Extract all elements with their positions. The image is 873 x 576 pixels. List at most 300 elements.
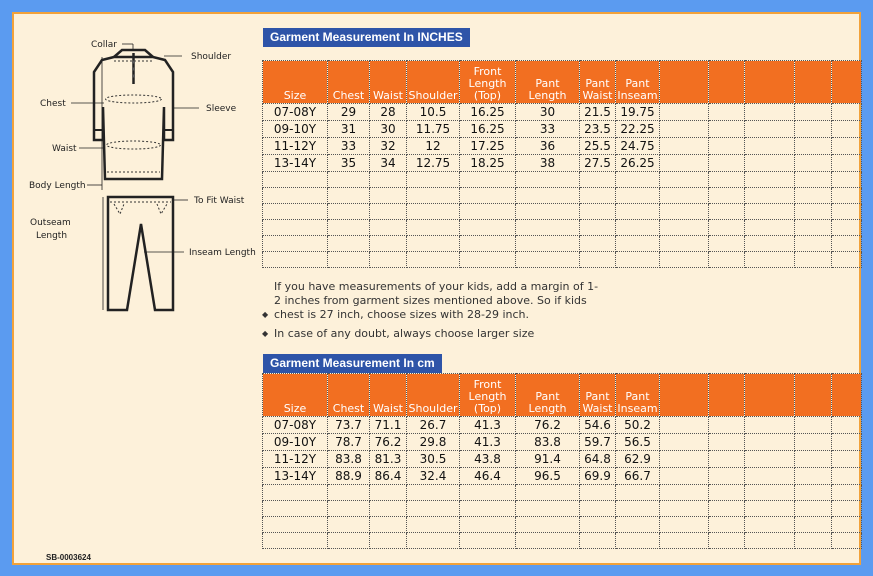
empty-cell: [263, 252, 328, 268]
empty-cell: [660, 451, 709, 468]
table-cell: 11.75: [407, 121, 460, 138]
table-cell: 29: [328, 104, 370, 121]
empty-cell: [328, 252, 370, 268]
table-cell: 19.75: [616, 104, 660, 121]
empty-cell: [795, 236, 832, 252]
empty-cell: [460, 172, 516, 188]
header-empty: [832, 61, 862, 104]
header-empty: [795, 374, 832, 417]
empty-cell: [580, 501, 616, 517]
empty-row: [263, 236, 862, 252]
empty-cell: [660, 172, 709, 188]
garment-diagram: [14, 14, 264, 567]
header-size: Size: [263, 61, 328, 104]
empty-cell: [580, 252, 616, 268]
empty-cell: [795, 204, 832, 220]
empty-cell: [328, 204, 370, 220]
table-cell: 07-08Y: [263, 417, 328, 434]
empty-cell: [795, 104, 832, 121]
table-cell: 88.9: [328, 468, 370, 485]
note-item: ◆ In case of any doubt, always choose larger size: [262, 327, 535, 340]
empty-cell: [516, 533, 580, 549]
empty-cell: [709, 236, 745, 252]
table-cell: 41.3: [460, 434, 516, 451]
header-empty: [709, 374, 745, 417]
empty-cell: [407, 204, 460, 220]
empty-cell: [580, 188, 616, 204]
empty-row: [263, 220, 862, 236]
empty-cell: [660, 417, 709, 434]
empty-cell: [795, 468, 832, 485]
header-size: Size: [263, 374, 328, 417]
empty-cell: [832, 121, 862, 138]
empty-cell: [660, 104, 709, 121]
table-cell: 25.5: [580, 138, 616, 155]
empty-cell: [795, 252, 832, 268]
empty-cell: [660, 252, 709, 268]
empty-cell: [795, 121, 832, 138]
table-cell: 41.3: [460, 417, 516, 434]
empty-cell: [832, 172, 862, 188]
inches-table: [262, 60, 862, 268]
table-cell: 30.5: [407, 451, 460, 468]
table-cell: 10.5: [407, 104, 460, 121]
table-cell: 07-08Y: [263, 104, 328, 121]
empty-cell: [745, 517, 795, 533]
size-chart-sheet: [12, 12, 861, 565]
header-front-length: Front Length (Top): [460, 374, 516, 417]
table-cell: 91.4: [516, 451, 580, 468]
empty-cell: [832, 533, 862, 549]
empty-cell: [832, 138, 862, 155]
empty-cell: [616, 501, 660, 517]
empty-cell: [745, 204, 795, 220]
empty-cell: [660, 236, 709, 252]
empty-cell: [580, 172, 616, 188]
table-row: [263, 121, 862, 138]
table-cell: 43.8: [460, 451, 516, 468]
empty-cell: [516, 517, 580, 533]
empty-cell: [616, 220, 660, 236]
empty-cell: [832, 501, 862, 517]
empty-cell: [263, 204, 328, 220]
empty-cell: [745, 485, 795, 501]
empty-cell: [709, 252, 745, 268]
empty-row: [263, 533, 862, 549]
empty-row: [263, 501, 862, 517]
shoulder-label: Shoulder: [191, 52, 232, 62]
empty-cell: [516, 236, 580, 252]
empty-cell: [745, 468, 795, 485]
empty-cell: [616, 172, 660, 188]
header-waist: Waist: [370, 61, 407, 104]
table-cell: 96.5: [516, 468, 580, 485]
empty-cell: [616, 188, 660, 204]
empty-cell: [460, 188, 516, 204]
empty-cell: [370, 517, 407, 533]
header-pant-length: Pant Length: [516, 374, 580, 417]
table-cell: 33: [328, 138, 370, 155]
header-pant-inseam: Pant Inseam: [616, 61, 660, 104]
empty-cell: [263, 236, 328, 252]
empty-cell: [660, 138, 709, 155]
empty-cell: [745, 236, 795, 252]
table-cell: 29.8: [407, 434, 460, 451]
table-cell: 16.25: [460, 121, 516, 138]
empty-cell: [832, 434, 862, 451]
table-cell: 76.2: [370, 434, 407, 451]
empty-cell: [516, 252, 580, 268]
empty-cell: [580, 204, 616, 220]
inches-header-row: [263, 61, 862, 104]
table-cell: 76.2: [516, 417, 580, 434]
empty-cell: [709, 417, 745, 434]
empty-cell: [616, 517, 660, 533]
cm-header-row: [263, 374, 862, 417]
table-cell: 66.7: [616, 468, 660, 485]
empty-cell: [660, 501, 709, 517]
header-pant-waist: Pant Waist: [580, 374, 616, 417]
table-cell: 64.8: [580, 451, 616, 468]
empty-cell: [795, 172, 832, 188]
table-cell: 32: [370, 138, 407, 155]
empty-cell: [795, 188, 832, 204]
empty-cell: [370, 501, 407, 517]
product-code: SB-0003624: [46, 553, 91, 562]
table-cell: 31: [328, 121, 370, 138]
table-cell: 54.6: [580, 417, 616, 434]
empty-cell: [832, 417, 862, 434]
table-cell: 16.25: [460, 104, 516, 121]
table-cell: 32.4: [407, 468, 460, 485]
empty-cell: [263, 172, 328, 188]
table-row: [263, 104, 862, 121]
empty-cell: [370, 188, 407, 204]
empty-cell: [709, 138, 745, 155]
empty-cell: [795, 451, 832, 468]
empty-cell: [709, 172, 745, 188]
empty-cell: [745, 501, 795, 517]
outseam-label-line2: Length: [36, 231, 68, 241]
empty-cell: [328, 236, 370, 252]
empty-cell: [370, 204, 407, 220]
empty-cell: [660, 155, 709, 172]
empty-cell: [407, 220, 460, 236]
empty-cell: [709, 188, 745, 204]
empty-cell: [795, 138, 832, 155]
empty-row: [263, 517, 862, 533]
empty-cell: [795, 417, 832, 434]
empty-cell: [660, 533, 709, 549]
empty-cell: [407, 188, 460, 204]
header-empty: [745, 374, 795, 417]
empty-cell: [745, 172, 795, 188]
empty-cell: [407, 485, 460, 501]
empty-cell: [460, 220, 516, 236]
table-cell: 71.1: [370, 417, 407, 434]
empty-cell: [328, 533, 370, 549]
table-cell: 09-10Y: [263, 121, 328, 138]
empty-cell: [407, 252, 460, 268]
empty-cell: [795, 485, 832, 501]
empty-cell: [516, 220, 580, 236]
table-cell: 23.5: [580, 121, 616, 138]
empty-cell: [263, 501, 328, 517]
table-cell: 28: [370, 104, 407, 121]
empty-cell: [745, 252, 795, 268]
table-cell: 69.9: [580, 468, 616, 485]
empty-row: [263, 172, 862, 188]
empty-cell: [328, 485, 370, 501]
table-cell: 27.5: [580, 155, 616, 172]
table-cell: 36: [516, 138, 580, 155]
empty-cell: [832, 451, 862, 468]
empty-cell: [370, 236, 407, 252]
table-row: [263, 417, 862, 434]
table-cell: 56.5: [616, 434, 660, 451]
table-cell: 46.4: [460, 468, 516, 485]
sleeve-label: Sleeve: [206, 104, 237, 114]
table-cell: 13-14Y: [263, 468, 328, 485]
empty-cell: [460, 501, 516, 517]
table-cell: 30: [516, 104, 580, 121]
empty-cell: [407, 172, 460, 188]
table-cell: 12.75: [407, 155, 460, 172]
table-cell: 86.4: [370, 468, 407, 485]
table-cell: 62.9: [616, 451, 660, 468]
empty-cell: [516, 485, 580, 501]
empty-cell: [795, 501, 832, 517]
empty-cell: [709, 485, 745, 501]
empty-cell: [263, 220, 328, 236]
empty-cell: [460, 204, 516, 220]
header-empty: [795, 61, 832, 104]
empty-cell: [745, 155, 795, 172]
header-pant-inseam: Pant Inseam: [616, 374, 660, 417]
inseam-length-label: Inseam Length: [189, 248, 256, 258]
table-cell: 18.25: [460, 155, 516, 172]
empty-cell: [832, 485, 862, 501]
empty-cell: [263, 517, 328, 533]
empty-cell: [709, 468, 745, 485]
empty-cell: [516, 501, 580, 517]
table-cell: 26.25: [616, 155, 660, 172]
empty-row: [263, 188, 862, 204]
table-row: [263, 155, 862, 172]
empty-cell: [263, 533, 328, 549]
header-empty: [660, 61, 709, 104]
header-shoulder: Shoulder: [407, 61, 460, 104]
cm-table-title: Garment Measurement In cm: [263, 354, 442, 373]
table-cell: 59.7: [580, 434, 616, 451]
empty-cell: [745, 434, 795, 451]
empty-cell: [832, 236, 862, 252]
empty-cell: [832, 517, 862, 533]
header-empty: [832, 374, 862, 417]
table-row: [263, 468, 862, 485]
header-chest: Chest: [328, 374, 370, 417]
empty-row: [263, 252, 862, 268]
waist-label: Waist: [52, 144, 77, 154]
empty-cell: [795, 220, 832, 236]
empty-cell: [516, 172, 580, 188]
empty-cell: [709, 121, 745, 138]
empty-cell: [745, 220, 795, 236]
empty-cell: [660, 485, 709, 501]
empty-cell: [328, 188, 370, 204]
empty-cell: [709, 451, 745, 468]
outseam-label-line1: Outseam: [30, 218, 71, 228]
table-cell: 17.25: [460, 138, 516, 155]
empty-cell: [709, 501, 745, 517]
empty-cell: [660, 434, 709, 451]
table-cell: 21.5: [580, 104, 616, 121]
empty-cell: [407, 501, 460, 517]
header-waist: Waist: [370, 374, 407, 417]
empty-row: [263, 485, 862, 501]
empty-cell: [795, 155, 832, 172]
empty-cell: [832, 252, 862, 268]
empty-cell: [580, 485, 616, 501]
empty-cell: [407, 517, 460, 533]
empty-cell: [832, 220, 862, 236]
table-row: [263, 434, 862, 451]
empty-cell: [516, 204, 580, 220]
empty-cell: [580, 236, 616, 252]
empty-cell: [407, 533, 460, 549]
empty-cell: [660, 220, 709, 236]
empty-cell: [660, 121, 709, 138]
body-length-label: Body Length: [29, 181, 86, 191]
table-cell: 81.3: [370, 451, 407, 468]
table-cell: 34: [370, 155, 407, 172]
chest-label: Chest: [40, 99, 66, 109]
empty-cell: [745, 138, 795, 155]
empty-cell: [745, 121, 795, 138]
table-cell: 12: [407, 138, 460, 155]
empty-cell: [263, 485, 328, 501]
empty-cell: [407, 236, 460, 252]
empty-cell: [616, 252, 660, 268]
table-cell: 13-14Y: [263, 155, 328, 172]
empty-cell: [580, 533, 616, 549]
table-cell: 30: [370, 121, 407, 138]
empty-cell: [328, 172, 370, 188]
header-empty: [745, 61, 795, 104]
table-cell: 11-12Y: [263, 138, 328, 155]
empty-cell: [709, 434, 745, 451]
empty-cell: [616, 236, 660, 252]
empty-cell: [795, 517, 832, 533]
empty-cell: [460, 517, 516, 533]
header-empty: [709, 61, 745, 104]
empty-cell: [460, 252, 516, 268]
empty-cell: [460, 485, 516, 501]
empty-cell: [745, 188, 795, 204]
header-front-length: Front Length (Top): [460, 61, 516, 104]
empty-cell: [370, 485, 407, 501]
notes: [262, 280, 602, 346]
empty-cell: [832, 188, 862, 204]
empty-cell: [328, 501, 370, 517]
table-cell: 83.8: [516, 434, 580, 451]
empty-cell: [709, 104, 745, 121]
table-cell: 11-12Y: [263, 451, 328, 468]
empty-cell: [709, 533, 745, 549]
empty-cell: [660, 188, 709, 204]
empty-cell: [460, 533, 516, 549]
empty-cell: [616, 533, 660, 549]
header-chest: Chest: [328, 61, 370, 104]
inches-table-title: Garment Measurement In INCHES: [263, 28, 470, 47]
empty-cell: [745, 417, 795, 434]
empty-cell: [370, 533, 407, 549]
empty-cell: [616, 485, 660, 501]
table-cell: 83.8: [328, 451, 370, 468]
table-cell: 38: [516, 155, 580, 172]
table-row: [263, 138, 862, 155]
empty-cell: [832, 104, 862, 121]
table-cell: 33: [516, 121, 580, 138]
empty-cell: [795, 434, 832, 451]
table-cell: 35: [328, 155, 370, 172]
empty-cell: [832, 468, 862, 485]
empty-cell: [745, 451, 795, 468]
table-cell: 50.2: [616, 417, 660, 434]
table-cell: 09-10Y: [263, 434, 328, 451]
empty-cell: [370, 172, 407, 188]
table-cell: 26.7: [407, 417, 460, 434]
note-item: ◆ If you have measurements of your kids, add a margin of 1-2 inches from garment sizes mentioned above. So if kids chest is 27 inch, choose sizes with 28-29 inch.: [262, 280, 599, 321]
empty-cell: [516, 188, 580, 204]
empty-cell: [745, 533, 795, 549]
empty-cell: [709, 517, 745, 533]
empty-cell: [745, 104, 795, 121]
empty-cell: [616, 204, 660, 220]
empty-cell: [580, 517, 616, 533]
empty-cell: [709, 204, 745, 220]
empty-cell: [370, 252, 407, 268]
empty-cell: [832, 204, 862, 220]
empty-cell: [580, 220, 616, 236]
empty-cell: [370, 220, 407, 236]
empty-cell: [795, 533, 832, 549]
header-empty: [660, 374, 709, 417]
empty-cell: [328, 220, 370, 236]
empty-cell: [660, 468, 709, 485]
empty-cell: [709, 155, 745, 172]
empty-cell: [709, 220, 745, 236]
empty-row: [263, 204, 862, 220]
collar-label: Collar: [91, 40, 118, 50]
table-cell: 73.7: [328, 417, 370, 434]
header-shoulder: Shoulder: [407, 374, 460, 417]
empty-cell: [460, 236, 516, 252]
pant-illustration: [108, 197, 173, 310]
empty-cell: [832, 155, 862, 172]
empty-cell: [660, 204, 709, 220]
table-cell: 22.25: [616, 121, 660, 138]
header-pant-length: Pant Length: [516, 61, 580, 104]
table-cell: 78.7: [328, 434, 370, 451]
to-fit-waist-label: To Fit Waist: [194, 196, 245, 206]
header-pant-waist: Pant Waist: [580, 61, 616, 104]
empty-cell: [328, 517, 370, 533]
empty-cell: [660, 517, 709, 533]
table-cell: 24.75: [616, 138, 660, 155]
cm-table: [262, 373, 862, 549]
empty-cell: [263, 188, 328, 204]
